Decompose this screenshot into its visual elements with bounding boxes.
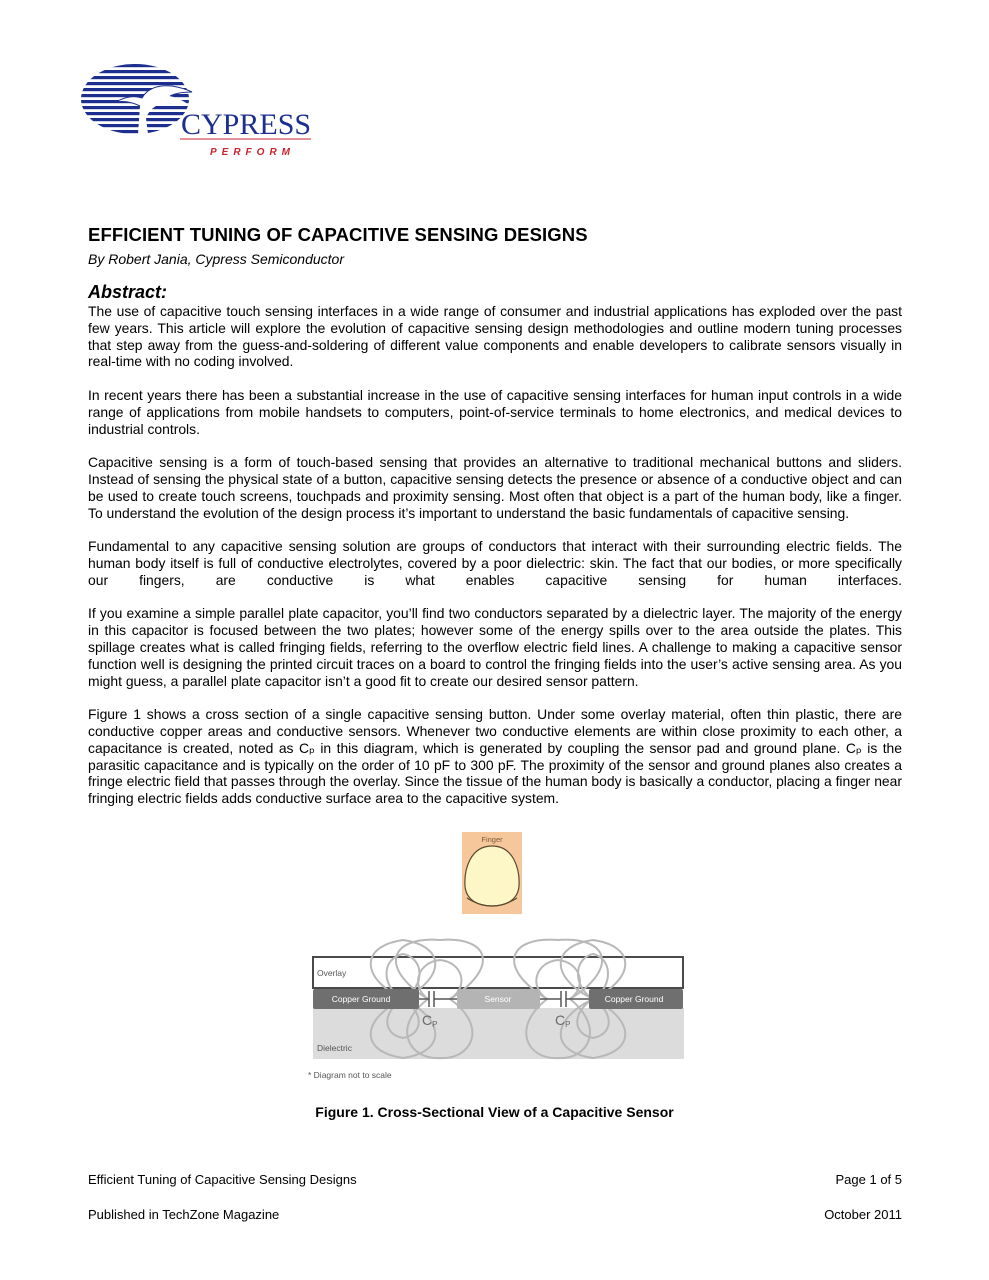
paragraph: In recent years there has been a substantial increase in the use of capacitive sensing interfaces for human input controls in a wide range of applications from mobile handsets to computers, point-of-service terminals to home electronics, and medical devices to industrial controls. — [88, 386, 902, 437]
cross-section-figure — [300, 828, 700, 1086]
article-body — [88, 303, 902, 824]
cp-right-label: CP — [555, 1012, 571, 1029]
article-title: EFFICIENT TUNING OF CAPACITIVE SENSING DESIGNS — [88, 224, 588, 245]
copper-ground-left-label: Copper Ground — [331, 994, 391, 1004]
dielectric-layer — [313, 1008, 684, 1059]
sensor-label: Sensor — [484, 994, 512, 1004]
byline: By Robert Jania, Cypress Semiconductor — [88, 251, 344, 267]
footer-date: October 2011 — [824, 1207, 902, 1222]
overlay-layer — [313, 957, 683, 988]
fingertip-shape — [465, 846, 519, 906]
footer-row-1 — [88, 1172, 902, 1187]
footer-page-number: Page 1 of 5 — [835, 1172, 902, 1187]
copper-ground-right-label: Copper Ground — [604, 994, 664, 1004]
footer-row-2 — [88, 1207, 902, 1222]
footer-publication: Published in TechZone Magazine — [88, 1207, 280, 1222]
capacitor-symbol-left — [419, 991, 457, 1007]
abstract-heading: Abstract: — [88, 282, 168, 302]
paragraph: Fundamental to any capacitive sensing solution are groups of conductors that interact with their surrounding electric fields. The human body itself is full of conductive electrolytes, covered by a poor dielectric: skin. The fact that our bodies, or more specifically our fingers, are conductive is what enables capacitive sensing for human interfaces. — [88, 538, 902, 588]
paragraph: Capacitive sensing is a form of touch-based sensing that provides an alternative to traditional mechanical buttons and sliders. Instead of sensing the physical state of a button, capacitive sensing detects the presence or absence of a conductive object and can be used to create touch screens, touchpads and proximity sensing. Most often that object is a part of the human body, like a finger. To understand the evolution of the design process it’s important to understand the basic fundamentals of capacitive sensing. — [88, 454, 902, 521]
dielectric-label: Dielectric — [317, 1043, 352, 1053]
figure-caption: Figure 1. Cross-Sectional View of a Capacitive Sensor — [315, 1104, 674, 1120]
overlay-label: Overlay — [317, 968, 347, 978]
finger-label: Finger — [481, 835, 503, 844]
paragraph: Figure 1 shows a cross section of a single capacitive sensing button. Under some overlay material, often thin plastic, there are conductive copper areas and conductive sensors. Whenever two conductive elements are within close proximity to each other, a capacitance is created, noted as Cₚ in this diagram, which is generated by coupling the sensor pad and ground plane. Cₚ is the parasitic capacitance and is typically on the order of 10 pF to 300 pF. The proximity of the sensor and ground planes also creates a fringe electric field that passes through the overlay. Since the tissue of the human body is basically a conductor, placing a finger near fringing electric fields adds conductive surface area to the capacitive system. — [88, 706, 902, 807]
logo-brand-text: CYPRESS — [181, 108, 312, 141]
cypress-logo — [80, 62, 315, 162]
diagram-note: * Diagram not to scale — [308, 1070, 392, 1080]
logo-tagline: PERFORM — [210, 147, 295, 158]
paragraph: The use of capacitive touch sensing interfaces in a wide range of consumer and industrial applications has exploded over the past few years. This article will explore the evolution of capacitive sensing design methodologies and outline modern tuning processes that step away from the guess-and-soldering of different value components and enable developers to calibrate sensors visually in real-time with no coding involved. — [88, 303, 902, 370]
paragraph: If you examine a simple parallel plate capacitor, you’ll find two conductors separated by a dielectric layer. The majority of the energy in this capacitor is focused between the two plates; however some of the energy spills over to the area outside the plates. This spillage creates what is called fringing fields, referring to the overflow electric field lines. A challenge to making a capacitive sensor function well is designing the printed circuit traces on a board to control the fringing fields into the user’s active sensing area. As you might guess, a parallel plate capacitor isn’t a good fit to create our desired sensor pattern. — [88, 605, 902, 689]
cp-left-label: CP — [422, 1012, 438, 1029]
footer-doc-title: Efficient Tuning of Capacitive Sensing Designs — [88, 1172, 357, 1187]
